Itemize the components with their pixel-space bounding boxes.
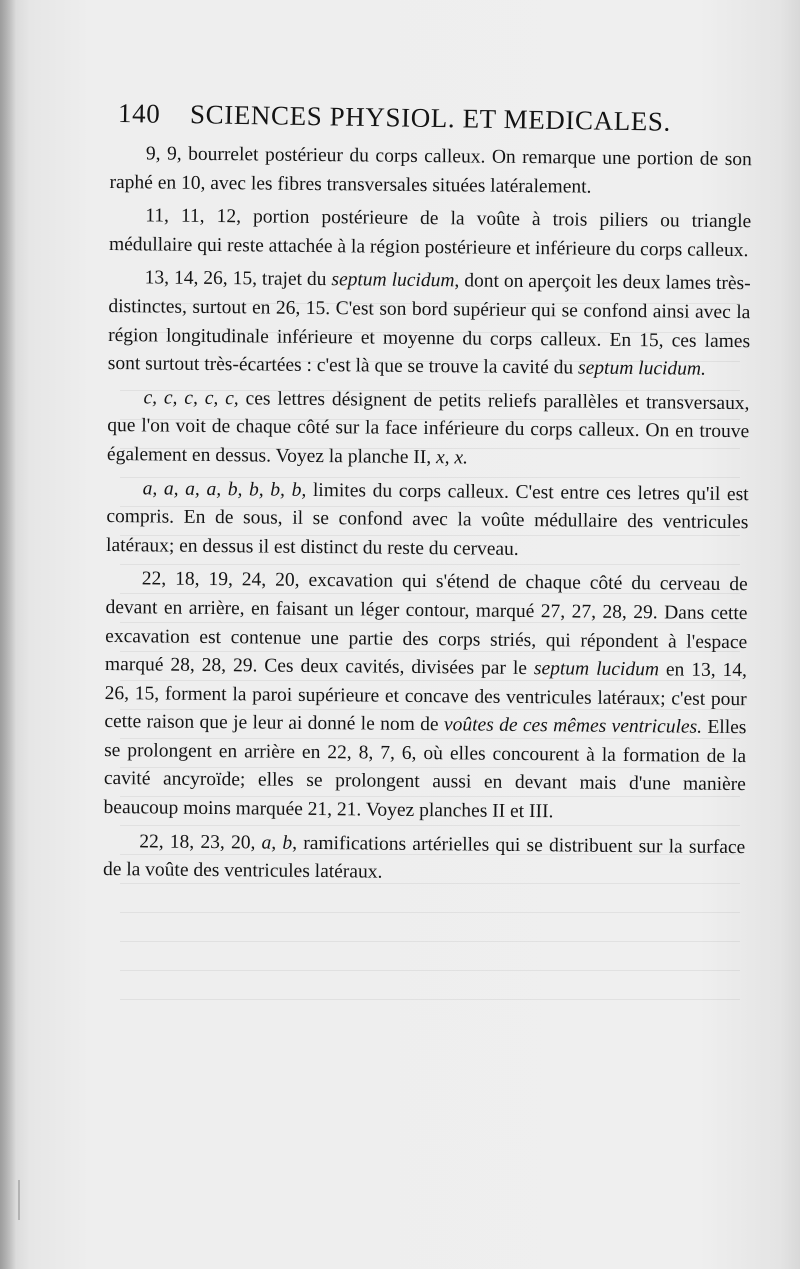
italic-text: septum lucidum [533, 658, 660, 681]
text-run: 22, 18, 23, 20, [139, 830, 262, 854]
text-run: limites du corps calleux. C'est entre ces letres qu'il est compris. En de sous, il se confond avec la voûte médullaire des ventricules latéraux; en dessus il est distinct du reste du cerveau. [106, 479, 749, 560]
text-run: , dont on aperçoit les deux lames très-distinctes, surtout en 26, 15. C'est son bord supérieur qui se confond ainsi avec la région longitudinale inférieure et moyenne du corps calleux. En 15, ces lames sont surtout très-écartées : c'est là que se trouve la cavité du [107, 270, 751, 379]
paragraph [108, 264, 751, 385]
margin-mark [18, 1180, 20, 1220]
paragraph [103, 828, 746, 891]
text-run: , ramifications artérielles qui se distribuent sur la surface de la voûte des ventricules latéraux. [102, 832, 746, 883]
running-head: SCIENCES PHYSIOL. ET MEDICALES. [189, 99, 672, 137]
text-run: 13, 14, 26, 15, trajet du [144, 267, 332, 291]
spine-shadow [0, 0, 16, 1269]
italic-text: a, b [261, 832, 293, 854]
paragraph [107, 384, 750, 476]
body-text [103, 140, 752, 896]
text-run: en 13, 14, 26, 15, forment la paroi supérieure et concave des ventricules latéraux; c'est pour cette raison que je leur ai donné le nom de [104, 659, 748, 736]
page-number: 140 [117, 98, 161, 129]
italic-text: c, c, c, c, c, [143, 387, 239, 409]
text-run: 9, 9, bourrelet postérieur du corps calleux. On remarque une portion de son raphé en 10, avec les fibres transversales situées latéralement. [109, 143, 752, 198]
italic-text: voûtes de ces mêmes ventricules. [443, 714, 703, 738]
paragraph [103, 565, 747, 828]
paragraph [109, 140, 752, 203]
italic-text: x, x. [435, 447, 469, 469]
text-run: ces lettres désignent de petits reliefs parallèles et transversaux, que l'on voit de chaque côté sur la face inférieure du corps calleux. On en trouve également en dessus. Voyez la planche II, [106, 387, 750, 469]
italic-text: septum lucidum [331, 269, 455, 292]
text-run: Elles se prolongent en arrière en 22, 8, 7, 6, où elles concourent à la formation de la cavité ancyroïde; elles se prolongent aussi en devant mais d'une manière beaucoup moins marquée 21, 21. Voyez planches II et III. [103, 716, 747, 823]
paragraph [109, 202, 752, 265]
paragraph [106, 475, 749, 567]
text-run: 11, 11, 12, portion postérieure de la voûte à trois piliers ou triangle médullaire qui reste attachée à la région postérieure et inférieure du corps calleux. [108, 205, 752, 261]
italic-text: a, a, a, a, b, b, b, b, [142, 477, 307, 501]
italic-text: septum lucidum. [577, 357, 707, 380]
page-header [118, 94, 729, 148]
text-run: 22, 18, 19, 24, 20, excavation qui s'étend de chaque côté du cerveau de devant en arrière, en faisant un léger contour, marqué 27, 27, 28, 29. Dans cette excavation est contenue une partie des corps striés, qui répondent à l'espace marqué 28, 28, 29. Ces deux cavités, divisées par le [104, 568, 748, 680]
